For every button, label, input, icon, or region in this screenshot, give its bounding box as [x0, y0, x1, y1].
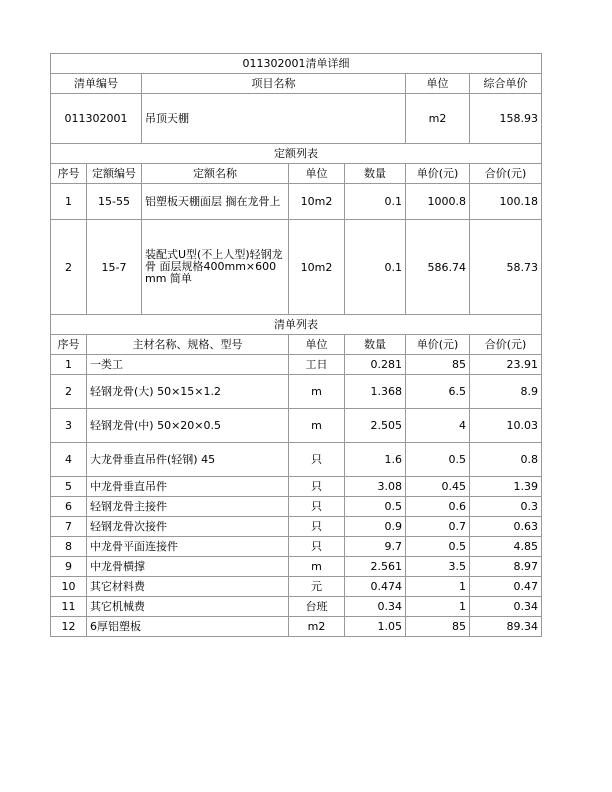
quota-total: 58.73	[470, 220, 542, 315]
material-name: 中龙骨平面连接件	[87, 537, 289, 557]
detail-sheet	[50, 53, 541, 637]
material-no: 6	[51, 497, 87, 517]
material-name: 大龙骨垂直吊件(轻钢) 45	[87, 443, 289, 477]
material-no: 10	[51, 577, 87, 597]
material-name: 其它机械费	[87, 597, 289, 617]
quota-row	[51, 184, 542, 220]
material-qty: 0.5	[345, 497, 406, 517]
material-qty: 3.08	[345, 477, 406, 497]
quota-qty: 0.1	[345, 220, 406, 315]
quota-col-unit: 单位	[289, 164, 345, 184]
material-row	[51, 409, 542, 443]
material-name: 轻钢龙骨主接件	[87, 497, 289, 517]
material-no: 5	[51, 477, 87, 497]
material-price: 0.5	[406, 537, 470, 557]
material-total: 1.39	[470, 477, 542, 497]
mat-col-unit: 单位	[289, 335, 345, 355]
quota-col-total: 合价(元)	[470, 164, 542, 184]
material-price: 1	[406, 597, 470, 617]
material-price: 85	[406, 355, 470, 375]
material-qty: 2.561	[345, 557, 406, 577]
material-total: 0.47	[470, 577, 542, 597]
bill-unit: m2	[406, 94, 470, 144]
material-qty: 1.368	[345, 375, 406, 409]
material-no: 3	[51, 409, 87, 443]
material-unit: 只	[289, 477, 345, 497]
materials-section-title: 清单列表	[51, 315, 542, 335]
material-unit: 工日	[289, 355, 345, 375]
material-no: 2	[51, 375, 87, 409]
quota-unit: 10m2	[289, 184, 345, 220]
material-total: 0.3	[470, 497, 542, 517]
material-name: 中龙骨垂直吊件	[87, 477, 289, 497]
material-total: 8.9	[470, 375, 542, 409]
material-total: 0.34	[470, 597, 542, 617]
mat-col-total: 合价(元)	[470, 335, 542, 355]
material-row	[51, 577, 542, 597]
bill-name: 吊顶天棚	[142, 94, 406, 144]
bill-code: 011302001	[51, 94, 142, 144]
quota-name: 装配式U型(不上人型)轻钢龙骨 面层规格400mm×600mm 简单	[142, 220, 289, 315]
material-unit: m	[289, 375, 345, 409]
material-qty: 1.05	[345, 617, 406, 637]
material-name: 轻钢龙骨(中) 50×20×0.5	[87, 409, 289, 443]
quota-no: 1	[51, 184, 87, 220]
material-qty: 0.474	[345, 577, 406, 597]
material-total: 10.03	[470, 409, 542, 443]
material-price: 3.5	[406, 557, 470, 577]
unit-label: 单位	[406, 74, 470, 94]
mat-col-qty: 数量	[345, 335, 406, 355]
quota-col-code: 定额编号	[87, 164, 142, 184]
sheet-title: 011302001清单详细	[51, 54, 542, 74]
material-price: 0.5	[406, 443, 470, 477]
quota-col-no: 序号	[51, 164, 87, 184]
material-price: 1	[406, 577, 470, 597]
material-row	[51, 597, 542, 617]
material-row	[51, 355, 542, 375]
material-unit: 台班	[289, 597, 345, 617]
material-qty: 9.7	[345, 537, 406, 557]
quota-qty: 0.1	[345, 184, 406, 220]
material-price: 0.6	[406, 497, 470, 517]
quota-no: 2	[51, 220, 87, 315]
material-total: 8.97	[470, 557, 542, 577]
bill-detail-table	[50, 53, 542, 637]
material-qty: 0.281	[345, 355, 406, 375]
material-row	[51, 375, 542, 409]
material-unit: 只	[289, 537, 345, 557]
material-row	[51, 537, 542, 557]
material-qty: 0.34	[345, 597, 406, 617]
material-no: 12	[51, 617, 87, 637]
material-total: 89.34	[470, 617, 542, 637]
material-unit: 只	[289, 517, 345, 537]
quota-row	[51, 220, 542, 315]
material-name: 中龙骨横撑	[87, 557, 289, 577]
material-total: 4.85	[470, 537, 542, 557]
material-qty: 0.9	[345, 517, 406, 537]
material-row	[51, 517, 542, 537]
material-unit: 只	[289, 497, 345, 517]
mat-col-price: 单价(元)	[406, 335, 470, 355]
mat-col-name: 主材名称、规格、型号	[87, 335, 289, 355]
quota-col-name: 定额名称	[142, 164, 289, 184]
quota-code: 15-7	[87, 220, 142, 315]
quota-total: 100.18	[470, 184, 542, 220]
name-label: 项目名称	[142, 74, 406, 94]
material-row	[51, 557, 542, 577]
material-price: 4	[406, 409, 470, 443]
quota-col-qty: 数量	[345, 164, 406, 184]
material-price: 0.7	[406, 517, 470, 537]
material-no: 4	[51, 443, 87, 477]
material-unit: m2	[289, 617, 345, 637]
price-label: 综合单价	[470, 74, 542, 94]
mat-col-no: 序号	[51, 335, 87, 355]
material-name: 其它材料费	[87, 577, 289, 597]
material-no: 9	[51, 557, 87, 577]
quota-unit: 10m2	[289, 220, 345, 315]
material-row	[51, 477, 542, 497]
material-row	[51, 497, 542, 517]
material-no: 11	[51, 597, 87, 617]
material-price: 6.5	[406, 375, 470, 409]
quota-col-price: 单价(元)	[406, 164, 470, 184]
material-no: 1	[51, 355, 87, 375]
quota-name: 铝塑板天棚面层 搁在龙骨上	[142, 184, 289, 220]
material-name: 6厚铝塑板	[87, 617, 289, 637]
material-unit: 元	[289, 577, 345, 597]
bill-price: 158.93	[470, 94, 542, 144]
material-row	[51, 443, 542, 477]
material-no: 7	[51, 517, 87, 537]
material-no: 8	[51, 537, 87, 557]
material-name: 轻钢龙骨(大) 50×15×1.2	[87, 375, 289, 409]
material-qty: 2.505	[345, 409, 406, 443]
material-price: 85	[406, 617, 470, 637]
material-qty: 1.6	[345, 443, 406, 477]
quota-price: 1000.8	[406, 184, 470, 220]
material-price: 0.45	[406, 477, 470, 497]
material-unit: m	[289, 409, 345, 443]
material-row	[51, 617, 542, 637]
quota-code: 15-55	[87, 184, 142, 220]
quota-price: 586.74	[406, 220, 470, 315]
code-label: 清单编号	[51, 74, 142, 94]
material-name: 一类工	[87, 355, 289, 375]
quota-section-title: 定额列表	[51, 144, 542, 164]
material-total: 23.91	[470, 355, 542, 375]
material-name: 轻钢龙骨次接件	[87, 517, 289, 537]
material-total: 0.8	[470, 443, 542, 477]
material-total: 0.63	[470, 517, 542, 537]
material-unit: m	[289, 557, 345, 577]
material-unit: 只	[289, 443, 345, 477]
